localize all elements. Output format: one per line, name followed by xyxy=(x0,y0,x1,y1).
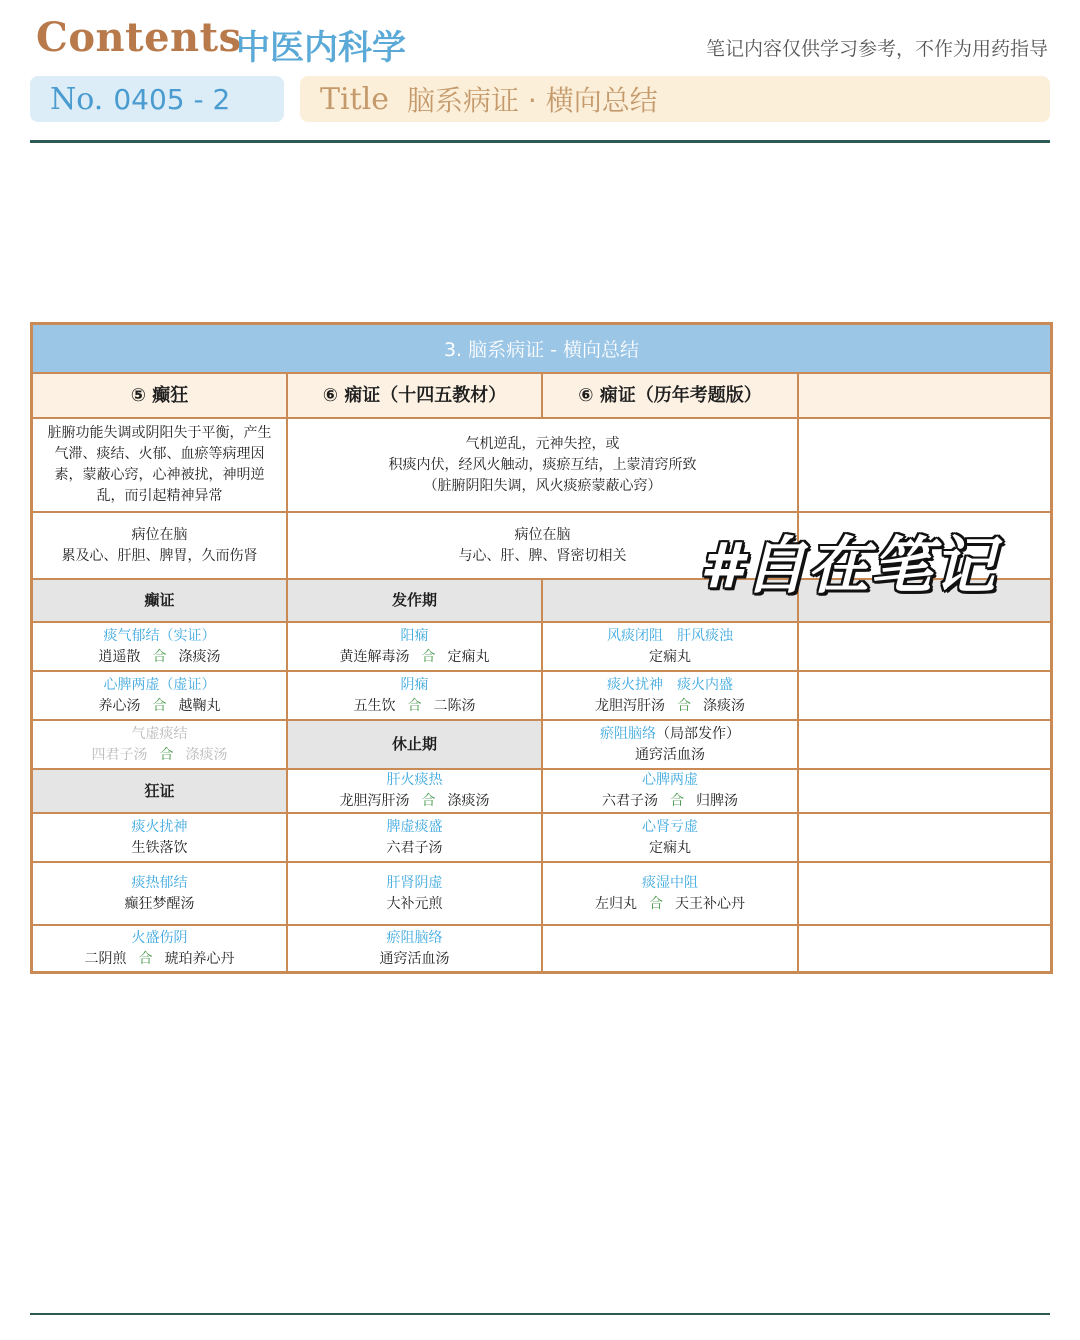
syndrome-cell: 心脾两虚 六君子汤 合 归脾汤 xyxy=(543,770,799,814)
table-title: 3. 脑系病证 - 横向总结 xyxy=(33,325,1050,374)
syndrome-cell: 痰火扰神 生铁落饮 xyxy=(33,814,288,863)
syndrome-cell-faded: 气虚痰结 四君子汤 合 涤痰汤 xyxy=(33,721,288,770)
column-header-dianluang: ⑤ 癫狂 xyxy=(33,374,288,419)
empty-cell xyxy=(799,863,1050,926)
empty-cell xyxy=(799,419,1050,513)
subhead-fazuoqi: 发作期 xyxy=(288,580,543,623)
column-header-empty xyxy=(799,374,1050,419)
syndrome-cell: 脾虚痰盛 六君子汤 xyxy=(288,814,543,863)
empty-cell xyxy=(799,672,1050,721)
location-dianluang: 病位在脑 累及心、肝胆、脾胃，久而伤肾 xyxy=(33,513,288,580)
syndrome-cell: 痰火扰神 痰火内盛 龙胆泻肝汤 合 涤痰汤 xyxy=(543,672,799,721)
empty-cell xyxy=(799,721,1050,770)
syndrome-cell: 火盛伤阴 二阴煎 合 琥珀养心丹 xyxy=(33,926,288,971)
summary-table xyxy=(30,322,1053,974)
note-number-label: No. xyxy=(50,81,104,117)
note-title-badge xyxy=(300,76,1050,122)
note-title-value: 脑系病证 · 横向总结 xyxy=(407,84,658,117)
note-number-badge xyxy=(30,76,284,122)
syndrome-cell: 阴痫 五生饮 合 二陈汤 xyxy=(288,672,543,721)
disclaimer-text: 笔记内容仅供学习参考，不作为用药指导 xyxy=(705,38,1048,60)
pathogenesis-xianzheng: 气机逆乱，元神失控，或 积痰内伏，经风火触动，痰瘀互结，上蒙清窍所致 （脏腑阴阳失调，风火痰瘀蒙蔽心窍） xyxy=(288,419,799,513)
footer-divider xyxy=(30,1313,1050,1315)
syndrome-cell: 瘀阻脑络（局部发作） 通窍活血汤 xyxy=(543,721,799,770)
subhead-dianzheng: 癫证 xyxy=(33,580,288,623)
syndrome-cell: 痰气郁结（实证） 逍遥散 合 涤痰汤 xyxy=(33,623,288,672)
subhead-kuangzheng: 狂证 xyxy=(33,770,288,814)
empty-cell xyxy=(799,814,1050,863)
empty-cell xyxy=(799,623,1050,672)
syndrome-cell: 心肾亏虚 定痫丸 xyxy=(543,814,799,863)
location-xianzheng: 病位在脑 与心、肝、脾、肾密切相关 xyxy=(288,513,799,580)
syndrome-cell: 瘀阻脑络 通窍活血汤 xyxy=(288,926,543,971)
column-header-xianzheng-textbook: ⑥ 痫证（十四五教材） xyxy=(288,374,543,419)
syndrome-cell: 肝肾阴虚 大补元煎 xyxy=(288,863,543,926)
subject-title: 中医内科学 xyxy=(236,28,406,68)
header-divider xyxy=(30,140,1050,143)
subhead-xiuzhiqi: 休止期 xyxy=(288,721,543,770)
contents-label: Contents xyxy=(36,14,242,61)
pathogenesis-dianluang: 脏腑功能失调或阴阳失于平衡，产生气滞、痰结、火郁、血瘀等病理因素，蒙蔽心窍，心神被扰，神明逆乱，而引起精神异常 xyxy=(33,419,288,513)
empty-cell xyxy=(543,926,799,971)
empty-cell xyxy=(799,770,1050,814)
note-number-value: 0405 - 2 xyxy=(113,82,231,116)
empty-cell xyxy=(799,926,1050,971)
syndrome-cell: 痰热郁结 癫狂梦醒汤 xyxy=(33,863,288,926)
column-header-xianzheng-exam: ⑥ 痫证（历年考题版） xyxy=(543,374,799,419)
note-title-label: Title xyxy=(320,81,390,117)
syndrome-cell: 心脾两虚（虚证） 养心汤 合 越鞠丸 xyxy=(33,672,288,721)
syndrome-cell: 风痰闭阻 肝风痰浊 定痫丸 xyxy=(543,623,799,672)
watermark: #自在笔记 xyxy=(700,529,997,602)
syndrome-cell: 肝火痰热 龙胆泻肝汤 合 涤痰汤 xyxy=(288,770,543,814)
syndrome-cell: 阳痫 黄连解毒汤 合 定痫丸 xyxy=(288,623,543,672)
syndrome-cell: 痰湿中阻 左归丸 合 天王补心丹 xyxy=(543,863,799,926)
